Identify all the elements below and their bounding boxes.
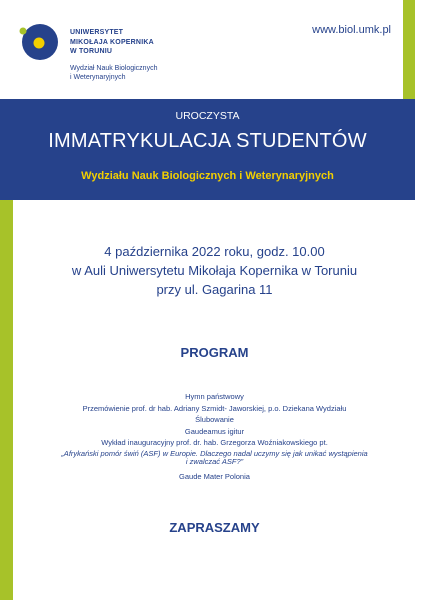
program-item: Wykład inauguracyjny prof. dr. hab. Grzegorza Woźniakowskiego pt. <box>101 438 328 447</box>
faculty-name <box>70 64 157 82</box>
university-name <box>70 28 154 57</box>
university-name-line: MIKOŁAJA KOPERNIKA <box>70 38 154 46</box>
title-banner <box>0 99 415 200</box>
lecture-title-line: „Afrykański pomór świń (ASF) w Europie. Dlaczego nadal uczymy się jak unikać wystąpienia <box>61 448 368 458</box>
event-details <box>0 242 429 299</box>
program-item: Ślubowanie <box>195 415 234 424</box>
decorative-green-strip-top <box>403 0 415 99</box>
lecture-title <box>0 450 429 467</box>
banner-overline: UROCZYSTA <box>175 110 240 122</box>
program-heading: PROGRAM <box>180 345 249 360</box>
invitation-text: ZAPRASZAMY <box>169 520 260 535</box>
event-date-time: 4 października 2022 roku, godz. 10.00 <box>104 244 325 259</box>
program-item: Przemówienie prof. dr hab. Adriany Szmidt- Jaworskiej, p.o. Dziekana Wydziału <box>82 403 347 413</box>
banner-subtitle: Wydziału Nauk Biologicznych i Weterynaryjnych <box>81 170 334 182</box>
faculty-name-line: i Weterynaryjnych <box>70 74 126 81</box>
university-name-line: W TORUNIU <box>70 48 113 55</box>
program-item: Gaude Mater Polonia <box>179 471 250 481</box>
event-venue: w Auli Uniwersytetu Mikołaja Kopernika w Toruniu <box>71 263 358 278</box>
program-item: Hymn państwowy <box>185 392 244 401</box>
website-link[interactable]: www.biol.umk.pl <box>312 24 391 36</box>
lecture-title-line: i zwalczać ASF?” <box>185 457 244 466</box>
university-logo-icon <box>18 22 58 62</box>
program-list <box>0 391 429 482</box>
university-name-line: UNIWERSYTET <box>70 29 124 36</box>
banner-title: IMMATRYKULACJA STUDENTÓW <box>48 130 367 152</box>
faculty-name-line: Wydział Nauk Biologicznych <box>70 65 158 72</box>
program-item: Gaudeamus igitur <box>184 426 245 436</box>
event-address: przy ul. Gagarina 11 <box>156 282 273 297</box>
